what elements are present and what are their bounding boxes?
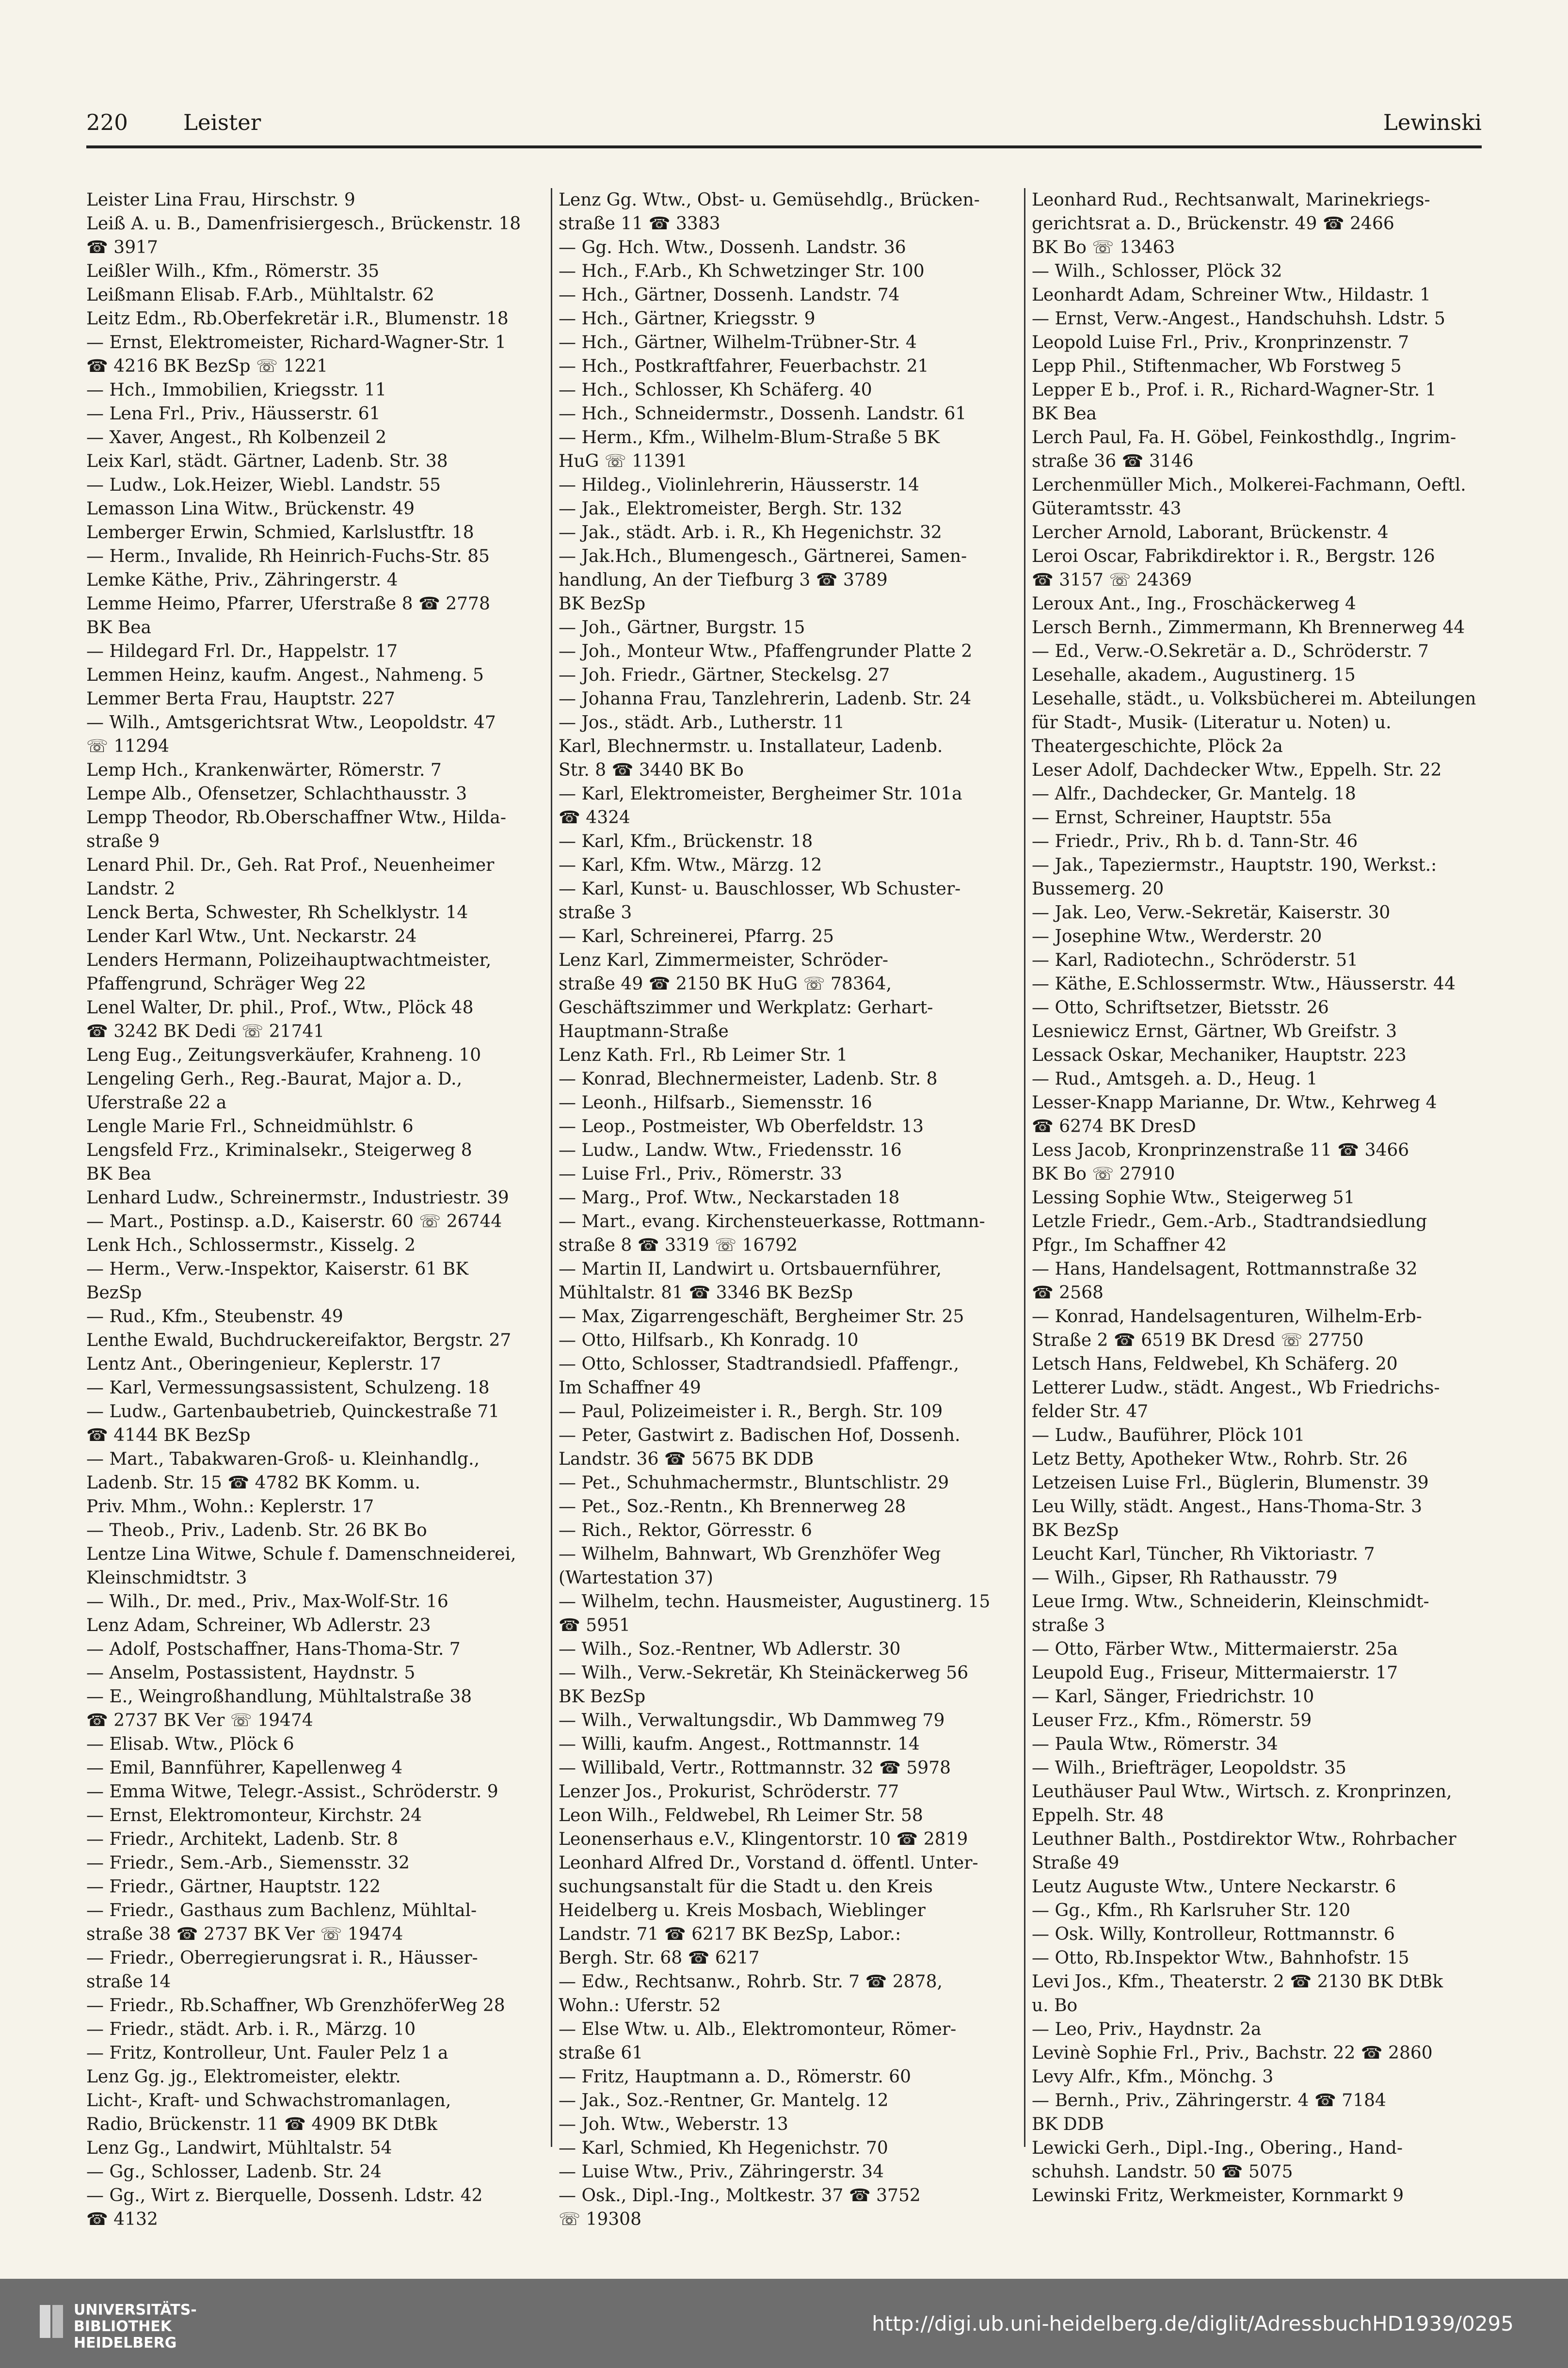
directory-entry-line: — Fritz, Kontrolleur, Unt. Fauler Pelz 1 a <box>86 2043 448 2063</box>
directory-entry-line: — Bernh., Priv., Zähringerstr. 4 ☎ 7184 <box>1032 2091 1386 2111</box>
directory-entry-line: Lengle Marie Frl., Schneidmühlstr. 6 <box>86 1117 414 1136</box>
directory-entry-line: — Leop., Postmeister, Wb Oberfeldstr. 13 <box>559 1117 924 1136</box>
directory-entry-line: — Peter, Gastwirt z. Badischen Hof, Dossenh. <box>559 1425 960 1445</box>
directory-entry-line: ☎ 3157 ☏ 24369 <box>1032 570 1192 590</box>
directory-entry-line: Lender Karl Wtw., Unt. Neckarstr. 24 <box>86 927 417 946</box>
directory-entry-line: ☎ 5951 <box>559 1616 630 1635</box>
directory-entry-line: — Friedr., Sem.-Arb., Siemensstr. 32 <box>86 1853 410 1873</box>
directory-entry-line: Leonhard Rud., Rechtsanwalt, Marinekriegs- <box>1032 190 1430 210</box>
directory-entry-line: Landstr. 36 ☎ 5675 BK DDB <box>559 1449 814 1469</box>
directory-entry-line: Lenz Karl, Zimmermeister, Schröder- <box>559 950 889 970</box>
directory-entry-line: — Lena Frl., Priv., Häusserstr. 61 <box>86 404 381 424</box>
directory-entry-line: Lempe Alb., Ofensetzer, Schlachthausstr. 3 <box>86 784 467 804</box>
directory-entry-line: — Osk. Willy, Kontrolleur, Rottmannstr. 6 <box>1032 1924 1395 1944</box>
directory-entry-line: — Pet., Schuhmachermstr., Bluntschlistr. 29 <box>559 1473 949 1493</box>
directory-entry-line: — Paul, Polizeimeister i. R., Bergh. Str. 109 <box>559 1402 943 1422</box>
directory-entry-line: — Jak. Leo, Verw.-Sekretär, Kaiserstr. 30 <box>1032 903 1391 923</box>
directory-entry-line: — Joh. Friedr., Gärtner, Steckelsg. 27 <box>559 665 890 685</box>
directory-entry-line: Lenthe Ewald, Buchdruckereifaktor, Bergstr. 27 <box>86 1330 512 1350</box>
directory-entry-line: Leiß A. u. B., Damenfrisiergesch., Brückenstr. 18 <box>86 214 521 234</box>
directory-entry-line: Lepp Phil., Stiftenmacher, Wb Forstweg 5 <box>1032 356 1402 376</box>
directory-entry-line: Lemke Käthe, Priv., Zähringerstr. 4 <box>86 570 398 590</box>
directory-entry-line: — Gg., Wirt z. Bierquelle, Dossenh. Ldstr. 42 <box>86 2186 483 2206</box>
directory-entry-line: Leißler Wilh., Kfm., Römerstr. 35 <box>86 261 380 281</box>
directory-entry-line: BK DDB <box>1032 2114 1104 2134</box>
directory-entry-line: — Fritz, Hauptmann a. D., Römerstr. 60 <box>559 2067 912 2087</box>
directory-entry-line: — Otto, Rb.Inspektor Wtw., Bahnhofstr. 15 <box>1032 1948 1409 1968</box>
directory-entry-line: Leonhard Alfred Dr., Vorstand d. öffentl. Unter- <box>559 1853 978 1873</box>
directory-entry-line: — Karl, Kunst- u. Bauschlosser, Wb Schuster- <box>559 879 961 899</box>
column-1 <box>86 188 542 2231</box>
directory-entry-line: — Hch., Immobilien, Kriegsstr. 11 <box>86 380 386 400</box>
directory-entry-line: ☎ 4144 BK BezSp <box>86 1425 251 1445</box>
directory-entry-line: BK BezSp <box>1032 1520 1119 1540</box>
directory-entry-line: Lemme Heimo, Pfarrer, Uferstraße 8 ☎ 2778 <box>86 594 490 614</box>
directory-entry-line: — Theob., Priv., Ladenb. Str. 26 BK Bo <box>86 1520 427 1540</box>
directory-entry-line: Lemp Hch., Krankenwärter, Römerstr. 7 <box>86 760 442 780</box>
directory-entry-line: — Friedr., städt. Arb. i. R., Märzg. 10 <box>86 2019 416 2039</box>
directory-entry-line: — Ernst, Elektromeister, Richard-Wagner-Str. 1 <box>86 333 506 352</box>
directory-entry-line: ☏ 11294 <box>86 736 169 756</box>
library-logo-icon <box>38 2303 65 2340</box>
directory-entry-line: Lepper E b., Prof. i. R., Richard-Wagner-Str. 1 <box>1032 380 1437 400</box>
directory-entry-line: straße 3 <box>1032 1616 1105 1635</box>
directory-entry-line: Uferstraße 22 a <box>86 1093 227 1113</box>
directory-entry-line: Leuthner Balth., Postdirektor Wtw., Rohrbacher <box>1032 1829 1456 1849</box>
directory-entry-line: — Gg., Schlosser, Ladenb. Str. 24 <box>86 2162 382 2182</box>
directory-entry-line: — Luise Wtw., Priv., Zähringerstr. 34 <box>559 2162 884 2182</box>
directory-entry-line: Lenders Hermann, Polizeihauptwachtmeister, <box>86 950 492 970</box>
directory-entry-line: Lemberger Erwin, Schmied, Karlslustftr. 18 <box>86 523 474 543</box>
directory-entry-line: — Ludw., Lok.Heizer, Wiebl. Landstr. 55 <box>86 475 441 495</box>
directory-entry-line: — Jos., städt. Arb., Lutherstr. 11 <box>559 713 845 733</box>
column-divider <box>1024 188 1025 2147</box>
directory-entry-line: Lesehalle, akadem., Augustinerg. 15 <box>1032 665 1356 685</box>
directory-entry-line: — Wilhelm, techn. Hausmeister, Augustinerg. 15 <box>559 1592 991 1612</box>
directory-entry-line: Leucht Karl, Tüncher, Rh Viktoriastr. 7 <box>1032 1544 1375 1564</box>
directory-entry-line: — Jak., städt. Arb. i. R., Kh Hegenichstr. 32 <box>559 523 942 543</box>
directory-entry-line: Lenz Gg. jg., Elektromeister, elektr. <box>86 2067 401 2087</box>
directory-entry-line: Lewicki Gerh., Dipl.-Ing., Obering., Hand- <box>1032 2138 1403 2158</box>
directory-entry-line: Hauptmann-Straße <box>559 1022 729 1041</box>
directory-entry-line: u. Bo <box>1032 1996 1078 2016</box>
directory-entry-line: Leuser Frz., Kfm., Römerstr. 59 <box>1032 1711 1312 1730</box>
directory-entry-line: — Rud., Amtsgeh. a. D., Heug. 1 <box>1032 1069 1318 1089</box>
directory-entry-line: — Ludw., Bauführer, Plöck 101 <box>1032 1425 1305 1445</box>
directory-entry-line: Leroux Ant., Ing., Froschäckerweg 4 <box>1032 594 1356 614</box>
directory-entry-line: — Marg., Prof. Wtw., Neckarstaden 18 <box>559 1188 900 1208</box>
directory-entry-line: felder Str. 47 <box>1032 1402 1149 1422</box>
directory-entry-line: Lemmer Berta Frau, Hauptstr. 227 <box>86 689 395 709</box>
directory-entry-line: — Rud., Kfm., Steubenstr. 49 <box>86 1307 343 1327</box>
directory-entry-line: — Hch., Gärtner, Kriegsstr. 9 <box>559 309 816 329</box>
directory-entry-line: — Leonh., Hilfsarb., Siemensstr. 16 <box>559 1093 872 1113</box>
directory-entry-line: Radio, Brückenstr. 11 ☎ 4909 BK DtBk <box>86 2114 437 2134</box>
directory-entry-line: Mühltalstr. 81 ☎ 3346 BK BezSp <box>559 1283 853 1303</box>
directory-entry-line: — Hildeg., Violinlehrerin, Häusserstr. 14 <box>559 475 920 495</box>
column-2 <box>559 188 1014 2231</box>
directory-entry-line: — Adolf, Postschaffner, Hans-Thoma-Str. 7 <box>86 1639 461 1659</box>
directory-entry-line: — Willibald, Vertr., Rottmannstr. 32 ☎ 5978 <box>559 1758 951 1778</box>
directory-entry-line: schuhsh. Landstr. 50 ☎ 5075 <box>1032 2162 1293 2182</box>
directory-entry-line: Lersch Bernh., Zimmermann, Kh Brennerweg 44 <box>1032 618 1465 638</box>
directory-entry-line: Lenzer Jos., Prokurist, Schröderstr. 77 <box>559 1782 899 1802</box>
directory-entry-line: straße 61 <box>559 2043 643 2063</box>
directory-entry-line: Landstr. 2 <box>86 879 176 899</box>
directory-entry-line: Lerch Paul, Fa. H. Göbel, Feinkosthdlg., Ingrim- <box>1032 428 1456 448</box>
page-number: 220 <box>86 110 128 135</box>
directory-entry-line: Straße 49 <box>1032 1853 1120 1873</box>
directory-entry-line: — Jak., Tapeziermstr., Hauptstr. 190, Werkst.: <box>1032 855 1437 875</box>
directory-entry-line: — Karl, Vermessungsassistent, Schulzeng. 18 <box>86 1378 490 1398</box>
directory-entry-line: Lerchenmüller Mich., Molkerei-Fachmann, Oeftl. <box>1032 475 1466 495</box>
directory-entry-line: Leu Willy, städt. Angest., Hans-Thoma-Str. 3 <box>1032 1497 1423 1517</box>
directory-entry-line: BK Bea <box>86 618 152 638</box>
directory-entry-line: ☎ 6274 BK DresD <box>1032 1117 1196 1136</box>
directory-entry-line: Lenhard Ludw., Schreinermstr., Industriestr. 39 <box>86 1188 509 1208</box>
directory-entry-line: gerichtsrat a. D., Brückenstr. 49 ☎ 2466 <box>1032 214 1394 234</box>
directory-entry-line: Lesniewicz Ernst, Gärtner, Wb Greifstr. 3 <box>1032 1022 1397 1041</box>
directory-entry-line: straße 3 <box>559 903 632 923</box>
directory-entry-line: Kleinschmidtstr. 3 <box>86 1568 247 1588</box>
directory-entry-line: Leonhardt Adam, Schreiner Wtw., Hildastr. 1 <box>1032 285 1431 305</box>
directory-entry-line: Bergh. Str. 68 ☎ 6217 <box>559 1948 760 1968</box>
directory-entry-line: — Joh., Gärtner, Burgstr. 15 <box>559 618 805 638</box>
directory-entry-line: — Hch., Schlosser, Kh Schäferg. 40 <box>559 380 872 400</box>
directory-entry-line: Straße 2 ☎ 6519 BK Dresd ☏ 27750 <box>1032 1330 1364 1350</box>
directory-entry-line: — Willi, kaufm. Angest., Rottmannstr. 14 <box>559 1734 920 1754</box>
directory-entry-line: straße 49 ☎ 2150 BK HuG ☏ 78364, <box>559 974 892 994</box>
directory-entry-line: — Hans, Handelsagent, Rottmannstraße 32 <box>1032 1259 1418 1279</box>
directory-entry-line: Geschäftszimmer und Werkplatz: Gerhart- <box>559 998 933 1018</box>
directory-entry-line: — Ludw., Landw. Wtw., Friedensstr. 16 <box>559 1140 902 1160</box>
directory-entry-line: — Gg., Kfm., Rh Karlsruher Str. 120 <box>1032 1901 1351 1920</box>
directory-entry-line: Leser Adolf, Dachdecker Wtw., Eppelh. Str. 22 <box>1032 760 1442 780</box>
directory-entry-line: — Wilh., Soz.-Rentner, Wb Adlerstr. 30 <box>559 1639 901 1659</box>
directory-entry-line: Leupold Eug., Friseur, Mittermaierstr. 17 <box>1032 1663 1398 1683</box>
directory-entry-line: — Herm., Verw.-Inspektor, Kaiserstr. 61 BK <box>86 1259 469 1279</box>
directory-entry-line: Pfgr., Im Schaffner 42 <box>1032 1235 1227 1255</box>
directory-entry-line: — Rich., Rektor, Görresstr. 6 <box>559 1520 812 1540</box>
directory-entry-line: Leutz Auguste Wtw., Untere Neckarstr. 6 <box>1032 1877 1396 1897</box>
directory-entry-line: ☎ 3242 BK Dedi ☏ 21741 <box>86 1022 325 1041</box>
directory-entry-line: — Mart., evang. Kirchensteuerkasse, Rottmann- <box>559 1212 985 1232</box>
directory-entry-line: — Wilhelm, Bahnwart, Wb Grenzhöfer Weg <box>559 1544 941 1564</box>
directory-entry-line: — Herm., Kfm., Wilhelm-Blum-Straße 5 BK <box>559 428 940 448</box>
directory-entry-line: Letsch Hans, Feldwebel, Kh Schäferg. 20 <box>1032 1354 1398 1374</box>
directory-entry-line: BK BezSp <box>559 594 646 614</box>
directory-entry-line: — Martin II, Landwirt u. Ortsbauernführer, <box>559 1259 942 1279</box>
directory-entry-line: — Karl, Sänger, Friedrichstr. 10 <box>1032 1687 1314 1707</box>
directory-entry-line: ☎ 4324 <box>559 808 630 828</box>
directory-entry-line: — Friedr., Priv., Rh b. d. Tann-Str. 46 <box>1032 832 1358 851</box>
directory-entry-line: — Max, Zigarrengeschäft, Bergheimer Str. 25 <box>559 1307 964 1327</box>
directory-entry-line: — Else Wtw. u. Alb., Elektromonteur, Römer- <box>559 2019 957 2039</box>
directory-entry-line: Leroi Oscar, Fabrikdirektor i. R., Bergstr. 126 <box>1032 546 1435 566</box>
column-divider <box>551 188 552 2147</box>
directory-entry-line: Lenz Gg., Landwirt, Mühltalstr. 54 <box>86 2138 392 2158</box>
directory-entry-line: — Wilh., Verw.-Sekretär, Kh Steinäckerweg 56 <box>559 1663 969 1683</box>
directory-entry-line: Güteramtsstr. 43 <box>1032 499 1182 519</box>
directory-entry-line: ☎ 4132 <box>86 2209 158 2229</box>
directory-entry-line: Leister Lina Frau, Hirschstr. 9 <box>86 190 355 210</box>
directory-entry-line: — Emil, Bannführer, Kapellenweg 4 <box>86 1758 403 1778</box>
directory-entry-line: HuG ☏ 11391 <box>559 451 688 471</box>
directory-entry-line: BK Bea <box>1032 404 1097 424</box>
directory-entry-line: — Wilh., Briefträger, Leopoldstr. 35 <box>1032 1758 1346 1778</box>
directory-entry-line: Wohn.: Uferstr. 52 <box>559 1996 721 2016</box>
directory-entry-line: — Ernst, Schreiner, Hauptstr. 55a <box>1032 808 1332 828</box>
directory-entry-line: ☎ 3917 <box>86 238 158 257</box>
directory-entry-line: Lenck Berta, Schwester, Rh Schelklystr. 14 <box>86 903 468 923</box>
directory-entry-line: Less Jacob, Kronprinzenstraße 11 ☎ 3466 <box>1032 1140 1409 1160</box>
directory-entry-line: ☎ 2568 <box>1032 1283 1104 1303</box>
directory-entry-line: BK Bea <box>86 1164 152 1184</box>
directory-entry-line: — Ed., Verw.-O.Sekretär a. D., Schröderstr. 7 <box>1032 641 1429 661</box>
directory-entry-line: Leon Wilh., Feldwebel, Rh Leimer Str. 58 <box>559 1806 923 1825</box>
logo-line: UNIVERSITÄTS- <box>74 2302 197 2319</box>
directory-entry-line: handlung, An der Tiefburg 3 ☎ 3789 <box>559 570 888 590</box>
directory-entry-line: — Edw., Rechtsanw., Rohrb. Str. 7 ☎ 2878, <box>559 1972 943 1992</box>
directory-entry-line: Levy Alfr., Kfm., Mönchg. 3 <box>1032 2067 1274 2087</box>
directory-entry-line: Lenel Walter, Dr. phil., Prof., Wtw., Plöck 48 <box>86 998 474 1018</box>
directory-entry-line: Lewinski Fritz, Werkmeister, Kornmarkt 9 <box>1032 2186 1404 2206</box>
directory-entry-line: Lengeling Gerh., Reg.-Baurat, Major a. D., <box>86 1069 463 1089</box>
directory-entry-line: straße 36 ☎ 3146 <box>1032 451 1194 471</box>
directory-entry-line: Letzeisen Luise Frl., Büglerin, Blumenstr. 39 <box>1032 1473 1429 1493</box>
directory-entry-line: — Joh., Monteur Wtw., Pfaffengrunder Platte 2 <box>559 641 973 661</box>
directory-entry-line: — Hch., Postkraftfahrer, Feuerbachstr. 21 <box>559 356 929 376</box>
directory-entry-line: — Anselm, Postassistent, Haydnstr. 5 <box>86 1663 416 1683</box>
directory-entry-line: — Friedr., Gärtner, Hauptstr. 122 <box>86 1877 381 1897</box>
directory-entry-line: — Leo, Priv., Haydnstr. 2a <box>1032 2019 1262 2039</box>
directory-entry-line: Im Schaffner 49 <box>559 1378 701 1398</box>
directory-entry-line: — Hch., Gärtner, Wilhelm-Trübner-Str. 4 <box>559 333 917 352</box>
logo-line: HEIDELBERG <box>74 2335 177 2352</box>
directory-entry-line: Lengsfeld Frz., Kriminalsekr., Steigerweg 8 <box>86 1140 472 1160</box>
directory-entry-line: — Joh. Wtw., Weberstr. 13 <box>559 2114 788 2134</box>
directory-entry-line: — Friedr., Oberregierungsrat i. R., Häusser- <box>86 1948 478 1968</box>
directory-entry-line: ☏ 19308 <box>559 2209 641 2229</box>
directory-entry-line: Lercher Arnold, Laborant, Brückenstr. 4 <box>1032 523 1389 543</box>
directory-entry-line: — Gg. Hch. Wtw., Dossenh. Landstr. 36 <box>559 238 906 257</box>
page-header <box>86 110 1482 144</box>
directory-entry-line: — Konrad, Blechnermeister, Ladenb. Str. 8 <box>559 1069 938 1089</box>
directory-entry-line: — Karl, Elektromeister, Bergheimer Str. 101a <box>559 784 962 804</box>
directory-entry-line: — Hch., F.Arb., Kh Schwetzinger Str. 100 <box>559 261 925 281</box>
directory-entry-line: — Hch., Gärtner, Dossenh. Landstr. 74 <box>559 285 900 305</box>
directory-entry-line: straße 9 <box>86 832 160 851</box>
directory-entry-line: — Jak., Soz.-Rentner, Gr. Mantelg. 12 <box>559 2091 889 2111</box>
directory-entry-line: — Karl, Schmied, Kh Hegenichstr. 70 <box>559 2138 888 2158</box>
directory-entry-line: — Ludw., Gartenbaubetrieb, Quinckestraße 71 <box>86 1402 500 1422</box>
directory-entry-line: Lenz Gg. Wtw., Obst- u. Gemüsehdlg., Brücken- <box>559 190 980 210</box>
directory-entry-line: ☎ 2737 BK Ver ☏ 19474 <box>86 1711 313 1730</box>
directory-entry-line: Lessack Oskar, Mechaniker, Hauptstr. 223 <box>1032 1045 1407 1065</box>
directory-entry-line: Lenard Phil. Dr., Geh. Rat Prof., Neuenheimer <box>86 855 495 875</box>
directory-entry-line: straße 8 ☎ 3319 ☏ 16792 <box>559 1235 798 1255</box>
directory-entry-line: BK Bo ☏ 27910 <box>1032 1164 1175 1184</box>
directory-entry-line: Letzle Friedr., Gem.-Arb., Stadtrandsiedlung <box>1032 1212 1427 1232</box>
directory-entry-line: — Luise Frl., Priv., Römerstr. 33 <box>559 1164 842 1184</box>
directory-entry-line: Leopold Luise Frl., Priv., Kronprinzenstr. 7 <box>1032 333 1409 352</box>
directory-entry-line: Lemasson Lina Witw., Brückenstr. 49 <box>86 499 415 519</box>
directory-entry-line: — Jak., Elektromeister, Bergh. Str. 132 <box>559 499 903 519</box>
directory-entry-line: Lentz Ant., Oberingenieur, Keplerstr. 17 <box>86 1354 441 1374</box>
library-logo <box>74 2302 197 2352</box>
directory-entry-line: Landstr. 71 ☎ 6217 BK BezSp, Labor.: <box>559 1924 901 1944</box>
directory-entry-line: — Otto, Schriftsetzer, Bietsstr. 26 <box>1032 998 1329 1018</box>
directory-entry-line: — E., Weingroßhandlung, Mühltalstraße 38 <box>86 1687 472 1707</box>
directory-entry-line: Lessing Sophie Wtw., Steigerweg 51 <box>1032 1188 1355 1208</box>
directory-entry-line: — Johanna Frau, Tanzlehrerin, Ladenb. Str. 24 <box>559 689 972 709</box>
directory-entry-line: Leng Eug., Zeitungsverkäufer, Krahneng. 10 <box>86 1045 481 1065</box>
directory-entry-line: Karl, Blechnermstr. u. Installateur, Ladenb. <box>559 736 943 756</box>
directory-entry-line: Theatergeschichte, Plöck 2a <box>1032 736 1283 756</box>
header-rule <box>86 145 1482 148</box>
directory-entry-line: Pfaffengrund, Schräger Weg 22 <box>86 974 366 994</box>
left-catchword: Leister <box>183 110 261 135</box>
directory-entry-line: BezSp <box>86 1283 142 1303</box>
directory-entry-line: Lempp Theodor, Rb.Oberschaffner Wtw., Hilda- <box>86 808 507 828</box>
directory-entry-line: Lemmen Heinz, kaufm. Angest., Nahmeng. 5 <box>86 665 484 685</box>
directory-entry-line: straße 38 ☎ 2737 BK Ver ☏ 19474 <box>86 1924 403 1944</box>
directory-entry-line: — Otto, Färber Wtw., Mittermaierstr. 25a <box>1032 1639 1398 1659</box>
directory-entry-line: — Pet., Soz.-Rentn., Kh Brennerweg 28 <box>559 1497 906 1517</box>
directory-entry-line: Ladenb. Str. 15 ☎ 4782 BK Komm. u. <box>86 1473 420 1493</box>
directory-entry-line: straße 14 <box>86 1972 171 1992</box>
directory-entry-line: Lenz Kath. Frl., Rb Leimer Str. 1 <box>559 1045 848 1065</box>
directory-entry-line: Leuthäuser Paul Wtw., Wirtsch. z. Kronprinzen, <box>1032 1782 1452 1802</box>
directory-entry-line: Leitz Edm., Rb.Oberfekretär i.R., Blumenstr. 18 <box>86 309 509 329</box>
directory-entry-line: Letterer Ludw., städt. Angest., Wb Friedrichs- <box>1032 1378 1440 1398</box>
directory-entry-line: — Karl, Radiotechn., Schröderstr. 51 <box>1032 950 1359 970</box>
directory-entry-line: — Osk., Dipl.-Ing., Moltkestr. 37 ☎ 3752 <box>559 2186 921 2206</box>
directory-entry-line: BK Bo ☏ 13463 <box>1032 238 1175 257</box>
directory-entry-line: — Karl, Kfm. Wtw., Märzg. 12 <box>559 855 822 875</box>
directory-entry-line: ☎ 4216 BK BezSp ☏ 1221 <box>86 356 328 376</box>
directory-entry-line: — Mart., Postinsp. a.D., Kaiserstr. 60 ☏ 26744 <box>86 1212 502 1232</box>
directory-entry-line: — Alfr., Dachdecker, Gr. Mantelg. 18 <box>1032 784 1356 804</box>
directory-entry-line: — Xaver, Angest., Rh Kolbenzeil 2 <box>86 428 387 448</box>
directory-entry-line: — Ernst, Verw.-Angest., Handschuhsh. Ldstr. 5 <box>1032 309 1445 329</box>
directory-entry-line: — Friedr., Architekt, Ladenb. Str. 8 <box>86 1829 399 1849</box>
directory-entry-line: für Stadt-, Musik- (Literatur u. Noten) u. <box>1032 713 1392 733</box>
directory-entry-line: — Paula Wtw., Römerstr. 34 <box>1032 1734 1278 1754</box>
directory-entry-line: Leix Karl, städt. Gärtner, Ladenb. Str. 38 <box>86 451 448 471</box>
directory-entry-line: Licht-, Kraft- und Schwachstromanlagen, <box>86 2091 451 2111</box>
logo-line: BIBLIOTHEK <box>74 2318 172 2335</box>
directory-entry-line: — Ernst, Elektromonteur, Kirchstr. 24 <box>86 1806 422 1825</box>
directory-entry-line: — Jak.Hch., Blumengesch., Gärtnerei, Samen- <box>559 546 967 566</box>
right-catchword: Lewinski <box>1383 110 1482 135</box>
directory-entry-line: Lesehalle, städt., u. Volksbücherei m. Abteilungen <box>1032 689 1476 709</box>
directory-entry-line: — Otto, Schlosser, Stadtrandsiedl. Pfaffengr., <box>559 1354 960 1374</box>
directory-entry-line: — Wilh., Verwaltungsdir., Wb Dammweg 79 <box>559 1711 945 1730</box>
directory-entry-line: — Friedr., Rb.Schaffner, Wb GrenzhöferWeg 28 <box>86 1996 505 2016</box>
directory-entry-line: Leue Irmg. Wtw., Schneiderin, Kleinschmidt- <box>1032 1592 1429 1612</box>
directory-entry-line: — Hildegard Frl. Dr., Happelstr. 17 <box>86 641 398 661</box>
directory-entry-line: suchungsanstalt für die Stadt u. den Kreis <box>559 1877 933 1897</box>
directory-entry-line: — Wilh., Schlosser, Plöck 32 <box>1032 261 1282 281</box>
directory-entry-line: Lesser-Knapp Marianne, Dr. Wtw., Kehrweg 4 <box>1032 1093 1437 1113</box>
directory-entry-line: — Mart., Tabakwaren-Groß- u. Kleinhandlg., <box>86 1449 480 1469</box>
directory-entry-line: — Karl, Schreinerei, Pfarrg. 25 <box>559 927 834 946</box>
directory-entry-line: Heidelberg u. Kreis Mosbach, Wieblinger <box>559 1901 926 1920</box>
directory-entry-line: — Hch., Schneidermstr., Dossenh. Landstr. 61 <box>559 404 967 424</box>
directory-entry-line: — Wilh., Gipser, Rh Rathausstr. 79 <box>1032 1568 1338 1588</box>
column-3 <box>1032 188 1488 2208</box>
directory-entry-line: — Josephine Wtw., Werderstr. 20 <box>1032 927 1322 946</box>
directory-entry-line: Eppelh. Str. 48 <box>1032 1806 1164 1825</box>
directory-entry-line: Bussemerg. 20 <box>1032 879 1164 899</box>
directory-entry-line: (Wartestation 37) <box>559 1568 713 1588</box>
directory-entry-line: Letz Betty, Apotheker Wtw., Rohrb. Str. 26 <box>1032 1449 1408 1469</box>
directory-entry-line: — Karl, Kfm., Brückenstr. 18 <box>559 832 813 851</box>
directory-entry-line: Levi Jos., Kfm., Theaterstr. 2 ☎ 2130 BK DtBk <box>1032 1972 1443 1992</box>
directory-entry-line: — Friedr., Gasthaus zum Bachlenz, Mühltal- <box>86 1901 477 1920</box>
directory-entry-line: straße 11 ☎ 3383 <box>559 214 720 234</box>
source-url-link[interactable]: http://digi.ub.uni-heidelberg.de/diglit/AdressbuchHD1939/0295 <box>872 2312 1514 2336</box>
directory-entry-line: — Wilh., Dr. med., Priv., Max-Wolf-Str. 16 <box>86 1592 448 1612</box>
directory-entry-line: Leißmann Elisab. F.Arb., Mühltalstr. 62 <box>86 285 434 305</box>
directory-entry-line: Lenk Hch., Schlossermstr., Kisselg. 2 <box>86 1235 416 1255</box>
directory-entry-line: Str. 8 ☎ 3440 BK Bo <box>559 760 744 780</box>
directory-entry-line: Levinè Sophie Frl., Priv., Bachstr. 22 ☎ 2860 <box>1032 2043 1433 2063</box>
directory-entry-line: BK BezSp <box>559 1687 646 1707</box>
directory-entry-line: — Konrad, Handelsagenturen, Wilhelm-Erb- <box>1032 1307 1422 1327</box>
directory-entry-line: — Herm., Invalide, Rh Heinrich-Fuchs-Str. 85 <box>86 546 490 566</box>
directory-entry-line: Priv. Mhm., Wohn.: Keplerstr. 17 <box>86 1497 374 1517</box>
directory-entry-line: — Käthe, E.Schlossermstr. Wtw., Häusserstr. 44 <box>1032 974 1456 994</box>
directory-entry-line: — Emma Witwe, Telegr.-Assist., Schröderstr. 9 <box>86 1782 498 1802</box>
directory-entry-line: — Elisab. Wtw., Plöck 6 <box>86 1734 294 1754</box>
directory-entry-line: Leonenserhaus e.V., Klingentorstr. 10 ☎ 2819 <box>559 1829 968 1849</box>
directory-entry-line: Lentze Lina Witwe, Schule f. Damenschneiderei, <box>86 1544 516 1564</box>
directory-entry-line: — Wilh., Amtsgerichtsrat Wtw., Leopoldstr. 47 <box>86 713 496 733</box>
directory-entry-line: — Otto, Hilfsarb., Kh Konradg. 10 <box>559 1330 859 1350</box>
directory-entry-line: Lenz Adam, Schreiner, Wb Adlerstr. 23 <box>86 1616 431 1635</box>
